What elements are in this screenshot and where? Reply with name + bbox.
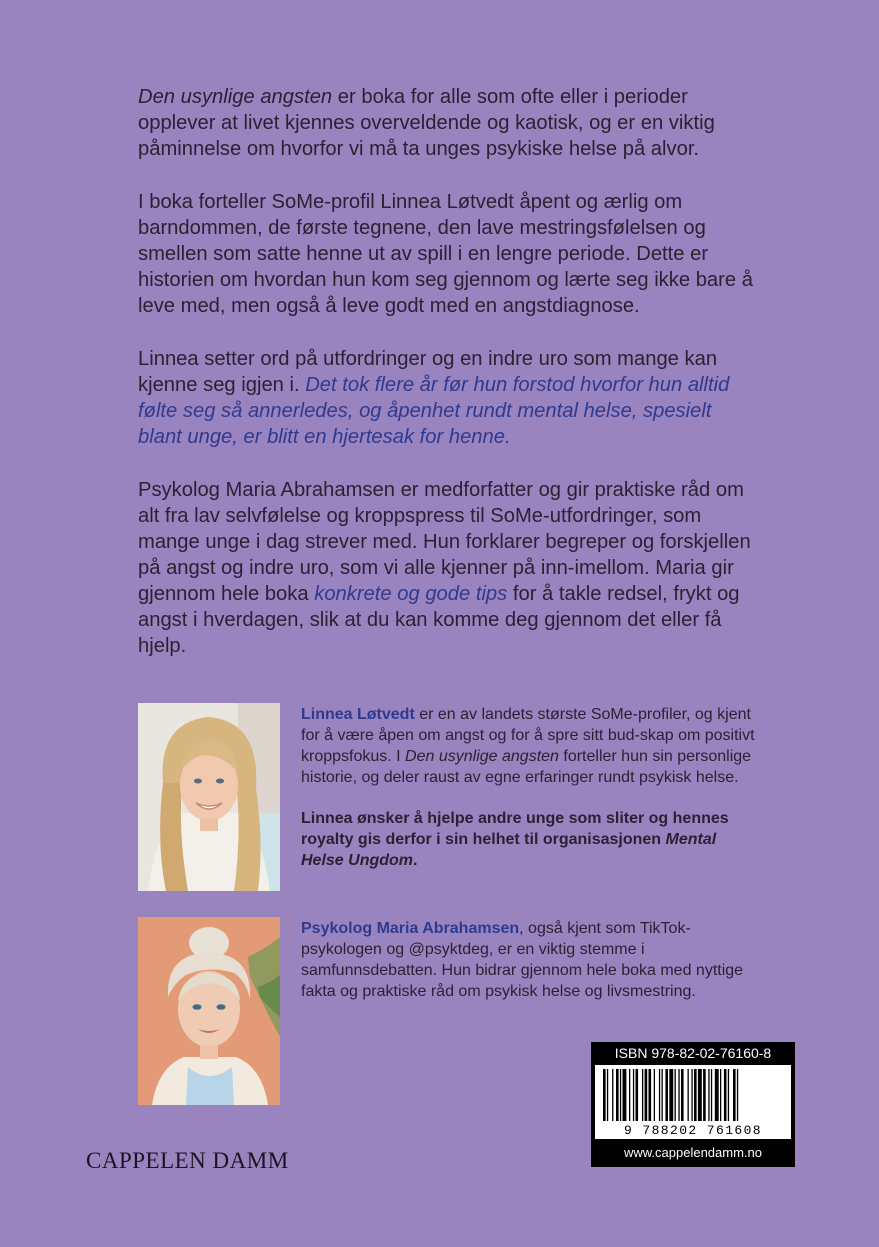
barcode-bar bbox=[629, 1069, 630, 1121]
publisher-website: www.cappelendamm.no bbox=[623, 1145, 763, 1160]
barcode-bar bbox=[612, 1069, 613, 1121]
barcode-bar bbox=[607, 1069, 608, 1121]
barcode-bar bbox=[669, 1069, 673, 1121]
barcode-bar bbox=[681, 1069, 684, 1121]
isbn-barcode-box bbox=[591, 1042, 795, 1167]
story-paragraph: I boka forteller SoMe-profil Linnea Løtvedt åpent og ærlig om barndommen, de første tegnene, den lave mestringsfølelsen og smellen som satte henne ut av spill i en lengre periode. Dette er historien om hvordan hun kom seg gjennom og lærte seg ikke bare å leve med, men også å leve godt med en angstdiagnose. bbox=[138, 191, 753, 317]
author-bio-linnea bbox=[301, 704, 761, 891]
barcode-bar bbox=[724, 1069, 727, 1121]
barcode-bar bbox=[678, 1069, 679, 1121]
barcode bbox=[595, 1065, 791, 1139]
barcode-bar bbox=[691, 1069, 692, 1121]
intro-paragraph: Den usynlige angsten er boka for alle som ofte eller i perioder opplever at livet kjennes overveldende og kaotisk, og er en viktig påminnelse om hvorfor vi må ta unges psykiske helse på alvor. bbox=[138, 86, 715, 160]
publisher-logo: CAPPELEN DAMM bbox=[86, 1148, 289, 1173]
author-photo-linnea bbox=[138, 703, 280, 891]
barcode-bar bbox=[642, 1069, 643, 1121]
author-photo-maria bbox=[138, 917, 280, 1105]
barcode-bars bbox=[603, 1069, 783, 1121]
highlight-quote: Det tok flere år før hun forstod hvorfor hun alltid følte seg så annerledes, og åpenhet rundt mental helse, spesielt blant unge, er blitt en hjertesak for henne. bbox=[138, 374, 730, 448]
barcode-bar bbox=[636, 1069, 639, 1121]
barcode-bar bbox=[654, 1069, 655, 1121]
author-bio-maria bbox=[301, 918, 761, 1022]
barcode-bar bbox=[620, 1069, 621, 1121]
barcode-bar bbox=[675, 1069, 676, 1121]
bio-maria-text: Psykolog Maria Abrahamsen, også kjent som TikTok-psykologen og @psyktdeg, er en viktig stemme i samfunnsdebatten. Hun bidrar gjennom hele boka med nyttige fakta og praktiske råd om psykisk helse og livsmestring. bbox=[301, 920, 744, 1000]
description-text bbox=[138, 84, 753, 659]
barcode-bar bbox=[715, 1069, 719, 1121]
barcode-bar bbox=[649, 1069, 652, 1121]
barcode-bar bbox=[623, 1069, 627, 1121]
barcode-bar bbox=[733, 1069, 736, 1121]
barcode-bar bbox=[603, 1069, 606, 1121]
author-name-linnea: Linnea Løtvedt bbox=[301, 706, 415, 723]
barcode-bar bbox=[720, 1069, 721, 1121]
barcode-bar bbox=[688, 1069, 689, 1121]
barcode-bar bbox=[633, 1069, 634, 1121]
barcode-digits: 9 788202 761608 bbox=[623, 1123, 763, 1138]
emotion-paragraph: Linnea setter ord på utfordringer og en indre uro som mange kan kjenne seg igjen i. Det tok flere år før hun forstod hvorfor hun alltid følte seg så annerledes, og åpenhet rundt mental helse, spesielt blant unge, er blitt en hjertesak for henne. bbox=[138, 348, 730, 448]
author-name-maria: Psykolog Maria Abrahamsen bbox=[301, 920, 520, 937]
tips-highlight: konkrete og gode tips bbox=[314, 583, 508, 605]
psychologist-paragraph: Psykolog Maria Abrahamsen er medforfatter og gir praktiske råd om alt fra lav selvfølelse og kroppspress til SoMe-utfordringer, som mange unge i dag strever med. Hun forklarer begreper og forskjellen på angst og indre uro, som vi alle kjenner på inn-imellom. Maria gir gjennom hele boka konkrete og gode tips for å takle redsel, frykt og angst i hverdagen, slik at du kan komme deg gjennom det eller få hjelp. bbox=[138, 479, 751, 657]
isbn-number: ISBN 978-82-02-76160-8 bbox=[614, 1045, 772, 1061]
organization-name: Mental Helse Ungdom bbox=[301, 831, 717, 869]
barcode-bar bbox=[616, 1069, 619, 1121]
barcode-bar bbox=[662, 1069, 663, 1121]
bio-linnea-text: Linnea Løtvedt er en av landets største SoMe-profiler, og kjent for å være åpen om angst og for å spre sitt bud-skap om positivt kroppsfokus. I Den usynlige angsten forteller hun sin personlige historie, og deler raust av egne erfaringer rundt psykisk helse. bbox=[301, 706, 755, 786]
barcode-bar bbox=[728, 1069, 729, 1121]
barcode-bar bbox=[703, 1069, 706, 1121]
book-title-italic: Den usynlige angsten bbox=[138, 86, 333, 108]
barcode-bar bbox=[665, 1069, 668, 1121]
barcode-bar bbox=[737, 1069, 738, 1121]
royalty-note: Linnea ønsker å hjelpe andre unge som sliter og hennes royalty gis derfor i sin helhet til organisasjonen Mental Helse Ungdom. bbox=[301, 810, 729, 869]
barcode-bar bbox=[711, 1069, 712, 1121]
barcode-bar bbox=[708, 1069, 709, 1121]
barcode-bar bbox=[694, 1069, 697, 1121]
barcode-bar bbox=[659, 1069, 660, 1121]
barcode-bar bbox=[698, 1069, 702, 1121]
barcode-bar bbox=[645, 1069, 648, 1121]
